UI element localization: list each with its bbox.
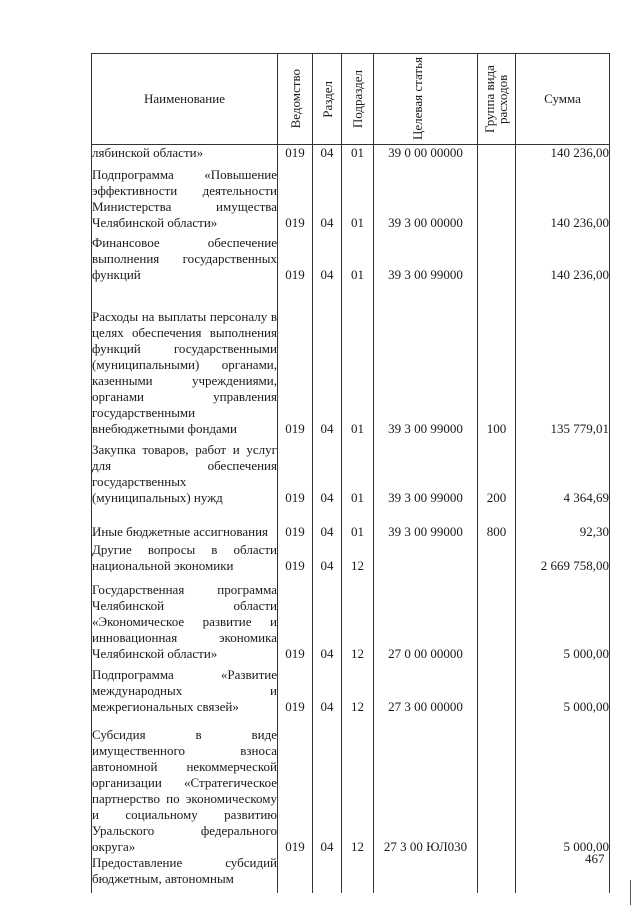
row-cel: 27 3 00 00000 <box>374 662 478 715</box>
header-ved-label: Ведомство <box>287 69 303 129</box>
row-grp: 800 <box>478 506 516 540</box>
header-razd <box>313 54 342 145</box>
row-podr: 01 <box>342 231 374 283</box>
table-row <box>92 540 610 574</box>
header-cel-label: Целевая статья <box>409 57 425 141</box>
table-row <box>92 662 610 715</box>
row-cel: 27 0 00 00000 <box>374 574 478 662</box>
row-ved: 019 <box>278 231 313 283</box>
row-cel <box>374 855 478 893</box>
row-sum: 140 236,00 <box>516 231 610 283</box>
row-ved: 019 <box>278 574 313 662</box>
table-row <box>92 574 610 662</box>
table-row <box>92 231 610 283</box>
table-row <box>92 283 610 437</box>
header-cel <box>374 54 478 145</box>
row-razd: 04 <box>313 437 342 506</box>
row-cel: 39 3 00 99000 <box>374 437 478 506</box>
row-sum: 5 000,00 <box>516 574 610 662</box>
row-ved: 019 <box>278 715 313 855</box>
row-name: Подпрограмма «Повышение эффективности деятельности Министерства имущества Челябинской области» <box>92 161 278 231</box>
table-body <box>92 145 610 894</box>
row-razd: 04 <box>313 540 342 574</box>
row-cel: 39 3 00 99000 <box>374 231 478 283</box>
row-sum: 5 000,00 <box>516 662 610 715</box>
header-grp-label: Группа вида расходов <box>481 65 510 133</box>
row-grp <box>478 540 516 574</box>
header-ved <box>278 54 313 145</box>
row-name: Иные бюджетные ассигнования <box>92 506 278 540</box>
row-cel: 39 3 00 00000 <box>374 161 478 231</box>
table-row <box>92 437 610 506</box>
budget-table <box>91 53 610 893</box>
row-grp: 100 <box>478 283 516 437</box>
header-razd-label: Раздел <box>319 80 335 118</box>
row-grp <box>478 161 516 231</box>
row-razd <box>313 855 342 893</box>
row-grp <box>478 715 516 855</box>
row-ved: 019 <box>278 506 313 540</box>
table-row <box>92 161 610 231</box>
row-razd: 04 <box>313 574 342 662</box>
row-razd: 04 <box>313 662 342 715</box>
row-grp <box>478 662 516 715</box>
row-cel: 27 3 00 ЮЛ030 <box>374 715 478 855</box>
row-podr: 01 <box>342 437 374 506</box>
row-sum: 2 669 758,00 <box>516 540 610 574</box>
row-razd: 04 <box>313 161 342 231</box>
row-razd: 04 <box>313 145 342 162</box>
row-grp <box>478 145 516 162</box>
scan-edge-line <box>630 880 631 905</box>
row-podr: 01 <box>342 283 374 437</box>
row-name: Расходы на выплаты персоналу в целях обеспечения выполнения функций государственными (муниципальными) органами, казенными учреждениями, органами управления государственными внебюджетными фондами <box>92 283 278 437</box>
row-name: Финансовое обеспечение выполнения государственных функций <box>92 231 278 283</box>
row-razd: 04 <box>313 231 342 283</box>
header-sum: Сумма <box>516 54 610 145</box>
table-row <box>92 145 610 162</box>
row-podr <box>342 855 374 893</box>
row-grp <box>478 231 516 283</box>
row-ved: 019 <box>278 283 313 437</box>
row-podr: 01 <box>342 506 374 540</box>
row-name: Подпрограмма «Развитие международных и межрегиональных связей» <box>92 662 278 715</box>
header-grp <box>478 54 516 145</box>
page-number: 467 <box>585 851 605 866</box>
row-sum: 5 000,00 <box>516 715 610 855</box>
row-name: Государственная программа Челябинской области «Экономическое развитие и инновационная экономика Челябинской области» <box>92 574 278 662</box>
row-sum: 92,30 <box>516 506 610 540</box>
row-grp: 200 <box>478 437 516 506</box>
table-row <box>92 506 610 540</box>
row-sum: 140 236,00 <box>516 145 610 162</box>
table-row <box>92 855 610 893</box>
table-header <box>92 54 610 145</box>
row-sum: 4 364,69 <box>516 437 610 506</box>
row-podr: 01 <box>342 161 374 231</box>
row-name: Предоставление субсидий бюджетным, автономным <box>92 855 278 893</box>
row-grp <box>478 855 516 893</box>
table-row <box>92 715 610 855</box>
row-sum: 140 236,00 <box>516 161 610 231</box>
row-name: Закупка товаров, работ и услуг для обеспечения государственных (муниципальных) нужд <box>92 437 278 506</box>
row-podr: 12 <box>342 715 374 855</box>
row-cel: 39 3 00 99000 <box>374 283 478 437</box>
row-ved: 019 <box>278 540 313 574</box>
header-podr <box>342 54 374 145</box>
row-ved <box>278 855 313 893</box>
row-ved: 019 <box>278 437 313 506</box>
row-grp <box>478 574 516 662</box>
row-ved: 019 <box>278 161 313 231</box>
row-cel: 39 3 00 99000 <box>374 506 478 540</box>
row-razd: 04 <box>313 283 342 437</box>
row-razd: 04 <box>313 506 342 540</box>
row-cel: 39 0 00 00000 <box>374 145 478 162</box>
row-name: лябинской области» <box>92 145 278 162</box>
row-podr: 12 <box>342 540 374 574</box>
header-podr-label: Подраздел <box>350 69 365 129</box>
row-sum: 135 779,01 <box>516 283 610 437</box>
row-razd: 04 <box>313 715 342 855</box>
row-podr: 01 <box>342 145 374 162</box>
row-ved: 019 <box>278 662 313 715</box>
row-ved: 019 <box>278 145 313 162</box>
header-name: Наименование <box>92 54 278 145</box>
row-name: Другие вопросы в области национальной экономики <box>92 542 277 573</box>
row-podr: 12 <box>342 574 374 662</box>
row-cel <box>374 540 478 574</box>
row-name: Субсидия в виде имущественного взноса автономной некоммерческой организации «Стратегическое партнерство по экономическому и социальному развитию Уральского федерального округа» <box>92 715 278 855</box>
row-podr: 12 <box>342 662 374 715</box>
